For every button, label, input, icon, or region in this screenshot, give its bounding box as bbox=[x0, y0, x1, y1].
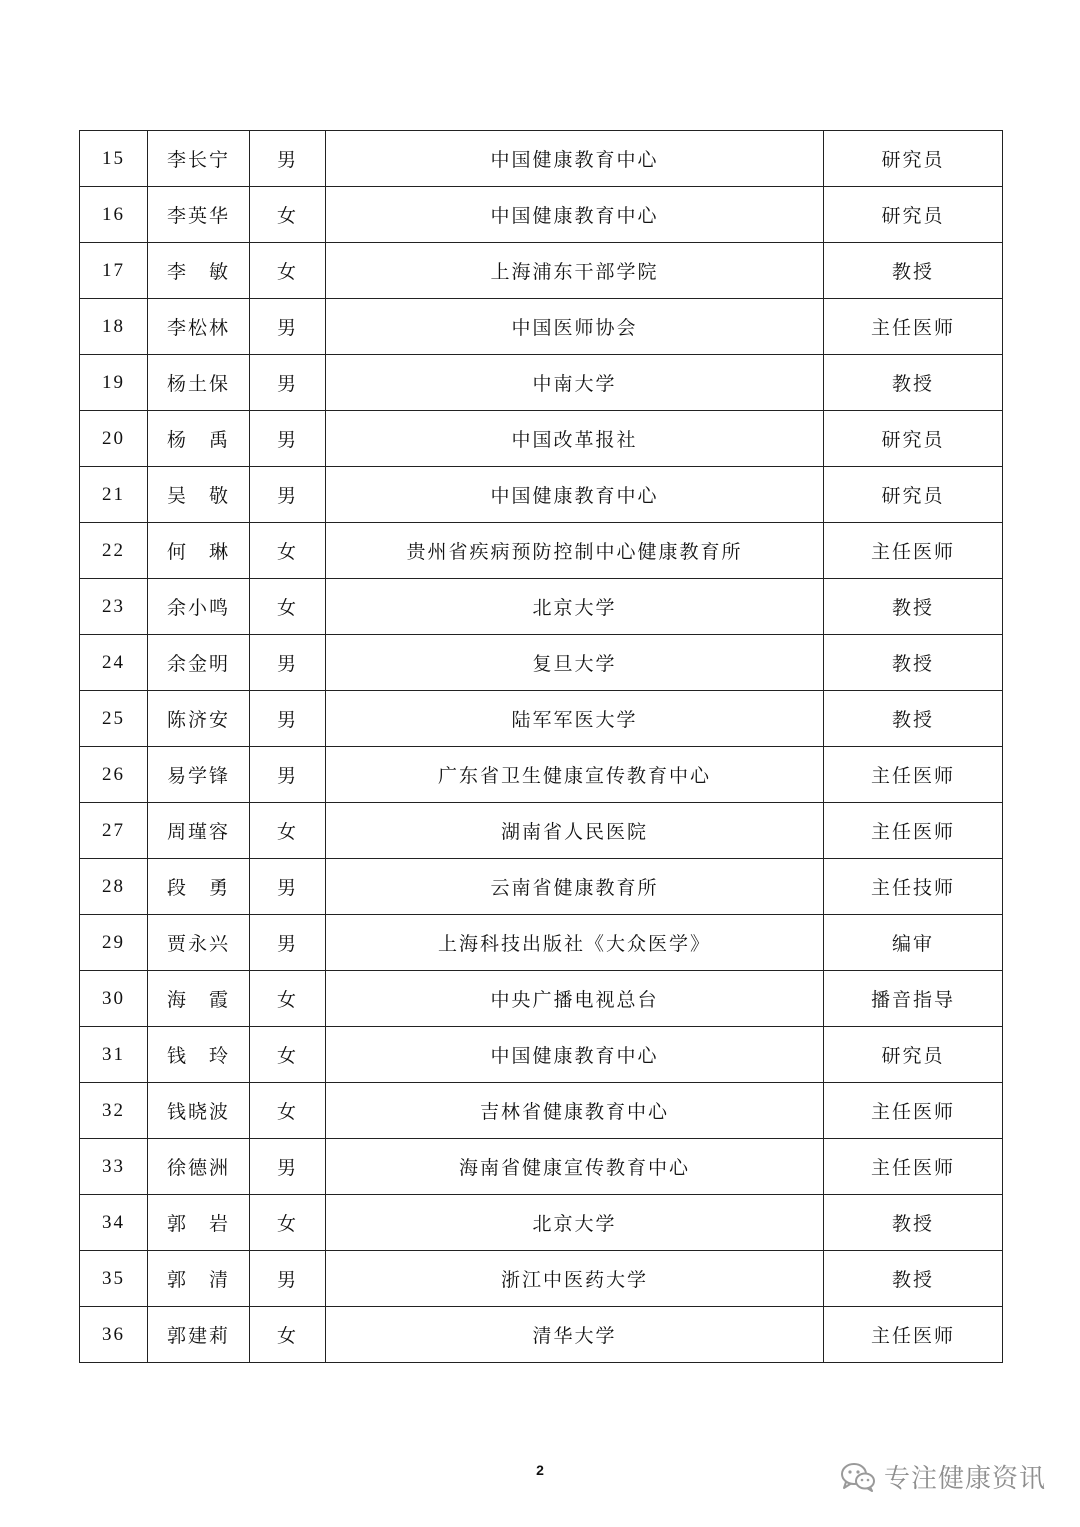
job-title-cell: 教授 bbox=[824, 1195, 1003, 1251]
member-name-cell: 杨 禹 bbox=[148, 411, 250, 467]
row-number-cell: 30 bbox=[80, 971, 148, 1027]
member-name-cell: 徐德洲 bbox=[148, 1139, 250, 1195]
table-row bbox=[80, 635, 1003, 691]
row-number-cell: 23 bbox=[80, 579, 148, 635]
row-number-cell: 21 bbox=[80, 467, 148, 523]
job-title-cell: 研究员 bbox=[824, 131, 1003, 187]
member-name-cell: 李松林 bbox=[148, 299, 250, 355]
job-title-cell: 主任医师 bbox=[824, 747, 1003, 803]
organization-cell: 中央广播电视总台 bbox=[326, 971, 824, 1027]
organization-cell: 海南省健康宣传教育中心 bbox=[326, 1139, 824, 1195]
organization-cell: 中国医师协会 bbox=[326, 299, 824, 355]
member-name-cell: 郭 岩 bbox=[148, 1195, 250, 1251]
row-number-cell: 27 bbox=[80, 803, 148, 859]
gender-cell: 男 bbox=[250, 1139, 326, 1195]
roster-table-body bbox=[80, 131, 1003, 1363]
member-name-cell: 杨土保 bbox=[148, 355, 250, 411]
table-row bbox=[80, 1083, 1003, 1139]
row-number-cell: 26 bbox=[80, 747, 148, 803]
row-number-cell: 16 bbox=[80, 187, 148, 243]
organization-cell: 陆军军医大学 bbox=[326, 691, 824, 747]
job-title-cell: 教授 bbox=[824, 691, 1003, 747]
member-name-cell: 贾永兴 bbox=[148, 915, 250, 971]
organization-cell: 浙江中医药大学 bbox=[326, 1251, 824, 1307]
job-title-cell: 主任医师 bbox=[824, 1307, 1003, 1363]
member-name-cell: 吴 敬 bbox=[148, 467, 250, 523]
organization-cell: 贵州省疾病预防控制中心健康教育所 bbox=[326, 523, 824, 579]
member-name-cell: 海 霞 bbox=[148, 971, 250, 1027]
gender-cell: 女 bbox=[250, 1083, 326, 1139]
row-number-cell: 33 bbox=[80, 1139, 148, 1195]
page-number: 2 bbox=[536, 1462, 544, 1478]
organization-cell: 湖南省人民医院 bbox=[326, 803, 824, 859]
organization-cell: 中国健康教育中心 bbox=[326, 131, 824, 187]
table-row bbox=[80, 467, 1003, 523]
member-name-cell: 郭 清 bbox=[148, 1251, 250, 1307]
gender-cell: 女 bbox=[250, 187, 326, 243]
gender-cell: 女 bbox=[250, 1027, 326, 1083]
table-row bbox=[80, 915, 1003, 971]
table-row bbox=[80, 299, 1003, 355]
member-name-cell: 钱晓波 bbox=[148, 1083, 250, 1139]
table-row bbox=[80, 747, 1003, 803]
job-title-cell: 研究员 bbox=[824, 1027, 1003, 1083]
row-number-cell: 32 bbox=[80, 1083, 148, 1139]
job-title-cell: 研究员 bbox=[824, 411, 1003, 467]
organization-cell: 中南大学 bbox=[326, 355, 824, 411]
job-title-cell: 研究员 bbox=[824, 467, 1003, 523]
job-title-cell: 研究员 bbox=[824, 187, 1003, 243]
row-number-cell: 34 bbox=[80, 1195, 148, 1251]
row-number-cell: 17 bbox=[80, 243, 148, 299]
gender-cell: 男 bbox=[250, 1251, 326, 1307]
member-name-cell: 余小鸣 bbox=[148, 579, 250, 635]
gender-cell: 女 bbox=[250, 1195, 326, 1251]
organization-cell: 广东省卫生健康宣传教育中心 bbox=[326, 747, 824, 803]
organization-cell: 中国改革报社 bbox=[326, 411, 824, 467]
row-number-cell: 19 bbox=[80, 355, 148, 411]
table-row bbox=[80, 803, 1003, 859]
organization-cell: 吉林省健康教育中心 bbox=[326, 1083, 824, 1139]
row-number-cell: 24 bbox=[80, 635, 148, 691]
job-title-cell: 主任医师 bbox=[824, 1139, 1003, 1195]
gender-cell: 女 bbox=[250, 579, 326, 635]
gender-cell: 男 bbox=[250, 915, 326, 971]
job-title-cell: 主任医师 bbox=[824, 1083, 1003, 1139]
gender-cell: 女 bbox=[250, 1307, 326, 1363]
gender-cell: 男 bbox=[250, 467, 326, 523]
member-name-cell: 李长宁 bbox=[148, 131, 250, 187]
gender-cell: 男 bbox=[250, 411, 326, 467]
table-row bbox=[80, 411, 1003, 467]
job-title-cell: 教授 bbox=[824, 243, 1003, 299]
gender-cell: 男 bbox=[250, 299, 326, 355]
gender-cell: 女 bbox=[250, 243, 326, 299]
organization-cell: 复旦大学 bbox=[326, 635, 824, 691]
table-row bbox=[80, 1195, 1003, 1251]
gender-cell: 男 bbox=[250, 131, 326, 187]
member-name-cell: 钱 玲 bbox=[148, 1027, 250, 1083]
gender-cell: 男 bbox=[250, 859, 326, 915]
member-name-cell: 段 勇 bbox=[148, 859, 250, 915]
organization-cell: 中国健康教育中心 bbox=[326, 187, 824, 243]
member-name-cell: 郭建莉 bbox=[148, 1307, 250, 1363]
job-title-cell: 主任技师 bbox=[824, 859, 1003, 915]
gender-cell: 男 bbox=[250, 635, 326, 691]
organization-cell: 上海浦东干部学院 bbox=[326, 243, 824, 299]
row-number-cell: 31 bbox=[80, 1027, 148, 1083]
table-row bbox=[80, 1139, 1003, 1195]
job-title-cell: 主任医师 bbox=[824, 299, 1003, 355]
job-title-cell: 编审 bbox=[824, 915, 1003, 971]
gender-cell: 女 bbox=[250, 971, 326, 1027]
member-name-cell: 陈济安 bbox=[148, 691, 250, 747]
row-number-cell: 25 bbox=[80, 691, 148, 747]
row-number-cell: 28 bbox=[80, 859, 148, 915]
gender-cell: 男 bbox=[250, 355, 326, 411]
table-row bbox=[80, 523, 1003, 579]
table-row bbox=[80, 131, 1003, 187]
job-title-cell: 教授 bbox=[824, 1251, 1003, 1307]
row-number-cell: 20 bbox=[80, 411, 148, 467]
job-title-cell: 主任医师 bbox=[824, 803, 1003, 859]
table-row bbox=[80, 579, 1003, 635]
organization-cell: 北京大学 bbox=[326, 579, 824, 635]
member-name-cell: 何 琳 bbox=[148, 523, 250, 579]
job-title-cell: 播音指导 bbox=[824, 971, 1003, 1027]
organization-cell: 中国健康教育中心 bbox=[326, 467, 824, 523]
row-number-cell: 36 bbox=[80, 1307, 148, 1363]
job-title-cell: 教授 bbox=[824, 635, 1003, 691]
table-row bbox=[80, 187, 1003, 243]
row-number-cell: 29 bbox=[80, 915, 148, 971]
table-row bbox=[80, 1307, 1003, 1363]
row-number-cell: 35 bbox=[80, 1251, 148, 1307]
member-name-cell: 易学锋 bbox=[148, 747, 250, 803]
table-row bbox=[80, 971, 1003, 1027]
member-roster-table bbox=[79, 130, 1003, 1363]
gender-cell: 男 bbox=[250, 691, 326, 747]
table-row bbox=[80, 1027, 1003, 1083]
organization-cell: 北京大学 bbox=[326, 1195, 824, 1251]
gender-cell: 女 bbox=[250, 803, 326, 859]
watermark-text: 专注健康资讯 bbox=[883, 1464, 1046, 1494]
table-row bbox=[80, 1251, 1003, 1307]
table-row bbox=[80, 243, 1003, 299]
row-number-cell: 22 bbox=[80, 523, 148, 579]
wechat-icon bbox=[840, 1462, 876, 1492]
row-number-cell: 18 bbox=[80, 299, 148, 355]
member-name-cell: 李英华 bbox=[148, 187, 250, 243]
organization-cell: 中国健康教育中心 bbox=[326, 1027, 824, 1083]
table-row bbox=[80, 691, 1003, 747]
table-row bbox=[80, 355, 1003, 411]
row-number-cell: 15 bbox=[80, 131, 148, 187]
organization-cell: 上海科技出版社《大众医学》 bbox=[326, 915, 824, 971]
organization-cell: 清华大学 bbox=[326, 1307, 824, 1363]
watermark bbox=[840, 1458, 1046, 1495]
member-name-cell: 李 敏 bbox=[148, 243, 250, 299]
table-row bbox=[80, 859, 1003, 915]
job-title-cell: 教授 bbox=[824, 355, 1003, 411]
organization-cell: 云南省健康教育所 bbox=[326, 859, 824, 915]
job-title-cell: 教授 bbox=[824, 579, 1003, 635]
member-name-cell: 周瑾容 bbox=[148, 803, 250, 859]
job-title-cell: 主任医师 bbox=[824, 523, 1003, 579]
gender-cell: 女 bbox=[250, 523, 326, 579]
member-name-cell: 余金明 bbox=[148, 635, 250, 691]
gender-cell: 男 bbox=[250, 747, 326, 803]
